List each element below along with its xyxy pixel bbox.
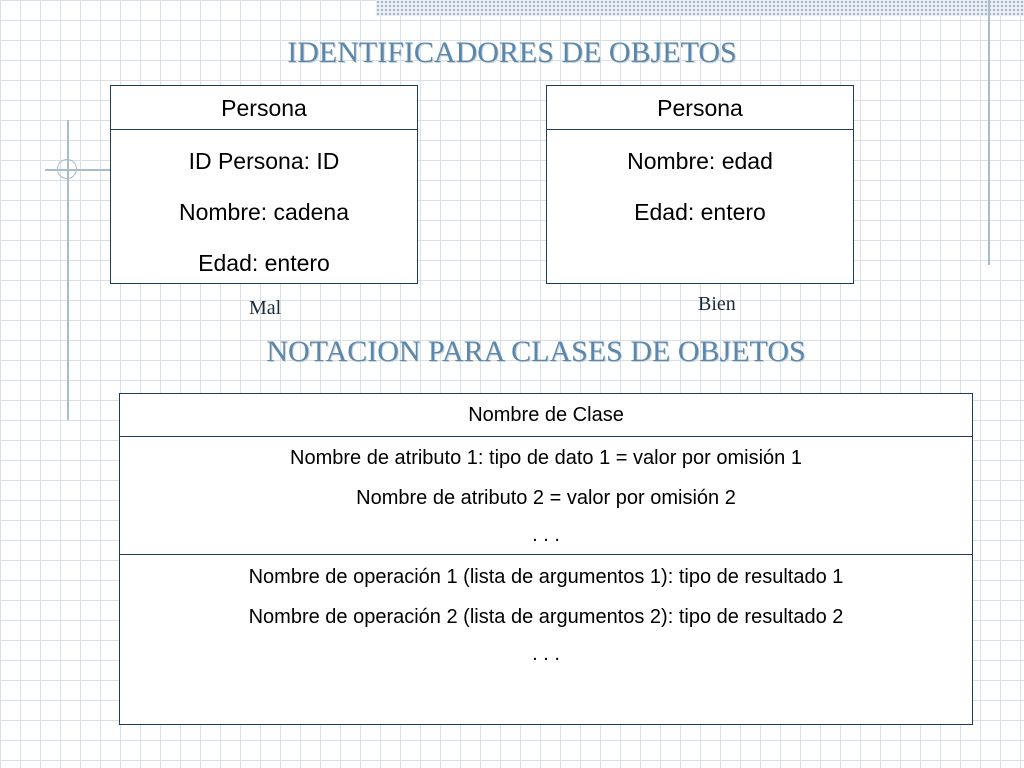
class-box-bad-row: ID Persona: ID [188,148,340,174]
class-box-bad [110,85,418,284]
operation-line: Nombre de operación 1 (lista de argumentos 1): tipo de resultado 1 [248,566,844,588]
class-box-bad-row: Nombre: cadena [178,199,350,225]
page-title-bottom: NOTACION PARA CLASES DE OBJETOS [266,335,806,368]
class-box-bad-row: Edad: entero [198,250,330,276]
attribute-ellipsis: . . . [532,524,560,546]
caption-good: Bien [698,293,736,315]
page-title-top: IDENTIFICADORES DE OBJETOS [287,36,737,69]
caption-bad: Mal [249,297,282,319]
class-box-good-rows [547,130,853,246]
operation-ellipsis: . . . [532,643,560,665]
decorative-dotted-band [376,0,1024,16]
class-notation-operations [120,555,972,669]
class-box-good-row: Edad: entero [634,199,766,225]
class-box-bad-header: Persona [111,86,417,130]
class-box-good-row: Nombre: edad [627,148,773,174]
class-notation-box [119,393,973,725]
operation-line: Nombre de operación 2 (lista de argumentos 2): tipo de resultado 2 [248,606,844,628]
class-box-good-header: Persona [547,86,853,130]
decorative-horizontal-line-left [45,169,115,171]
class-notation-header: Nombre de Clase [120,394,972,437]
decorative-circle [57,159,77,179]
class-box-bad-rows [111,130,417,286]
attribute-line: Nombre de atributo 1: tipo de dato 1 = valor por omisión 1 [290,447,802,469]
attribute-line: Nombre de atributo 2 = valor por omisión 2 [356,487,736,509]
class-notation-attributes [120,437,972,555]
class-box-good [546,85,854,284]
